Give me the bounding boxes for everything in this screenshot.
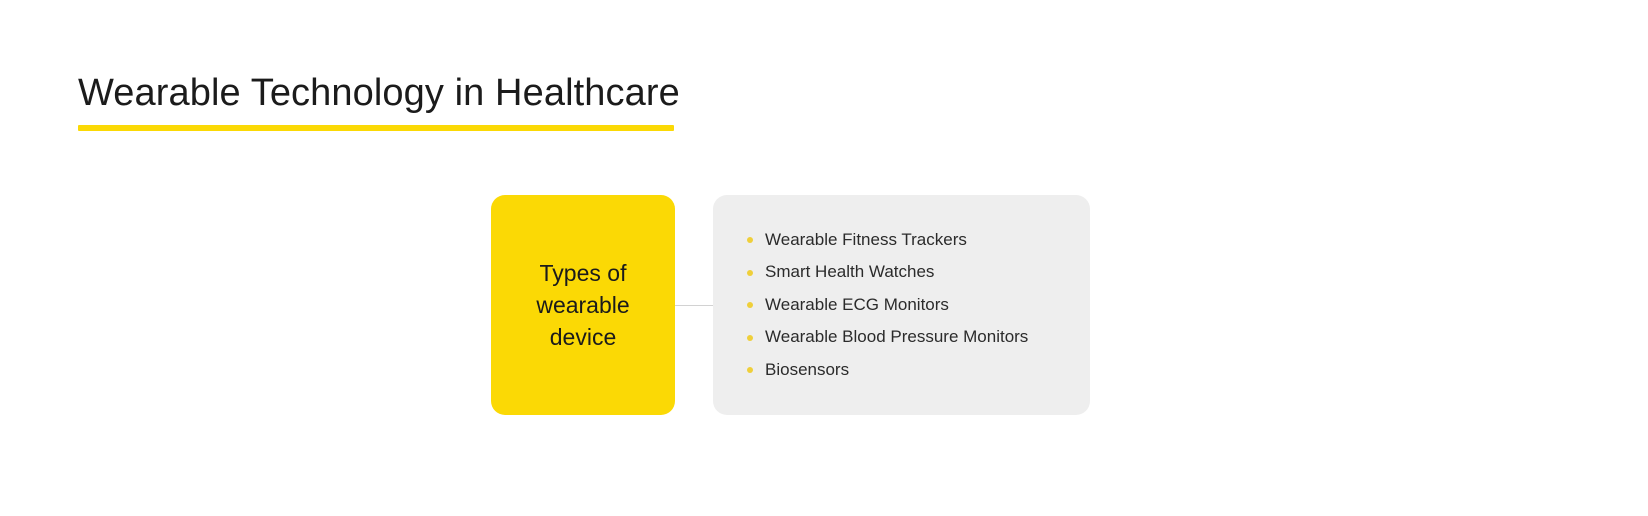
- bullet-icon: [747, 270, 753, 276]
- list-item-label: Smart Health Watches: [765, 262, 935, 282]
- connector-line: [675, 305, 713, 306]
- title-block: [78, 70, 680, 131]
- list-item-label: Wearable Blood Pressure Monitors: [765, 327, 1029, 347]
- diagram: [491, 195, 1090, 415]
- list-item-label: Wearable ECG Monitors: [765, 294, 949, 314]
- list-items: [747, 224, 1064, 387]
- list-panel: [713, 195, 1090, 415]
- list-item: [747, 224, 1064, 257]
- list-item: [747, 289, 1064, 322]
- title-underline: [78, 125, 674, 131]
- list-item: [747, 256, 1064, 289]
- list-item-label: Biosensors: [765, 359, 850, 379]
- primary-node[interactable]: [491, 195, 675, 415]
- bullet-icon: [747, 367, 753, 373]
- list-item-label: Wearable Fitness Trackers: [765, 229, 967, 249]
- primary-node-label: Types of wearable device: [536, 260, 630, 350]
- bullet-icon: [747, 237, 753, 243]
- page-title: Wearable Technology in Healthcare: [78, 72, 680, 114]
- bullet-icon: [747, 335, 753, 341]
- list-item: [747, 354, 1064, 387]
- bullet-icon: [747, 302, 753, 308]
- list-item: [747, 321, 1064, 354]
